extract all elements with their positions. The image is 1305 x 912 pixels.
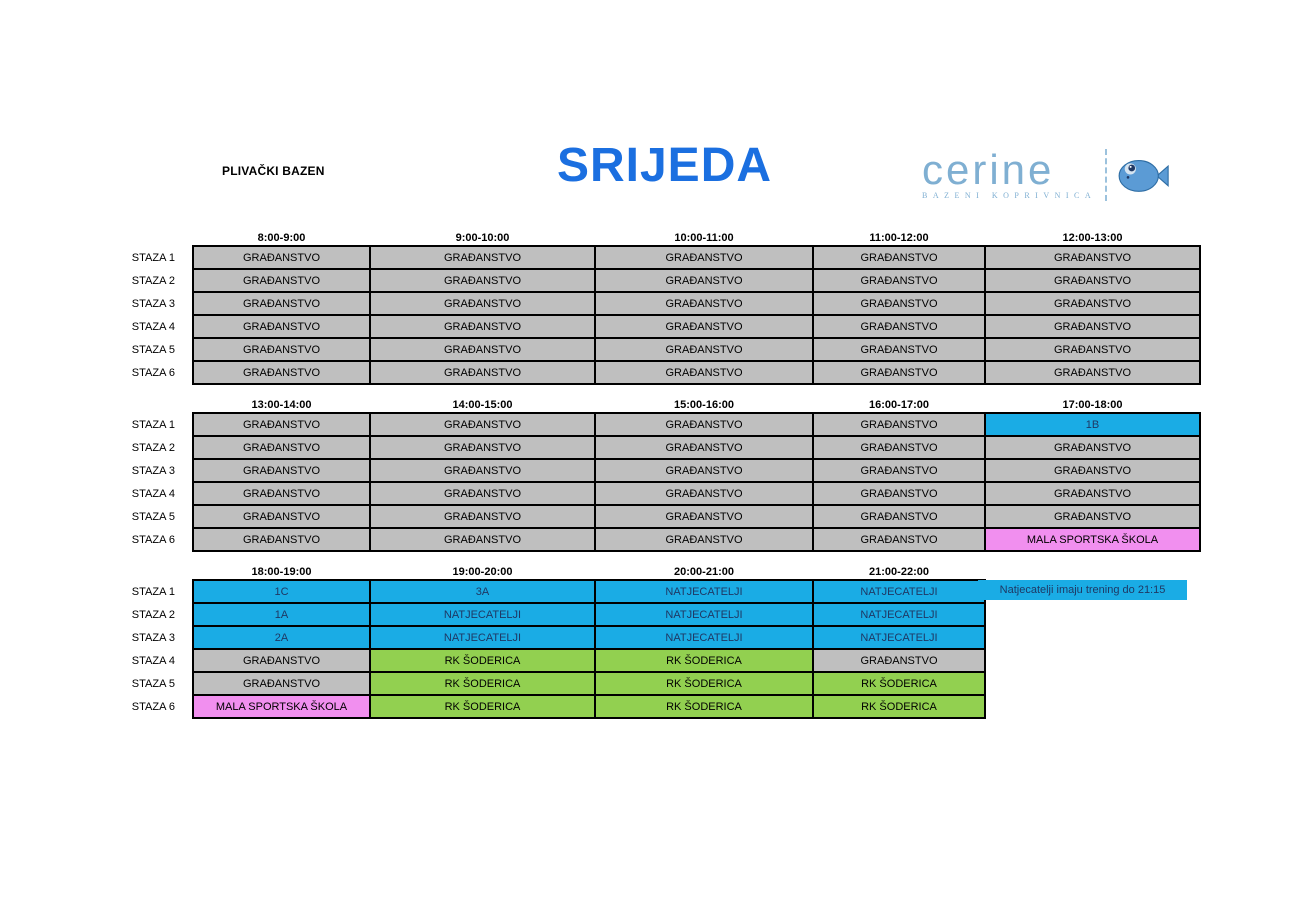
schedule-cell: NATJECATELJI (595, 603, 813, 626)
schedule-cell: GRAĐANSTVO (370, 269, 595, 292)
time-header-cell: 9:00-10:00 (455, 232, 510, 244)
lane-row (120, 292, 1200, 315)
schedule-cell: GRAĐANSTVO (193, 505, 370, 528)
schedule-cell: GRAĐANSTVO (370, 413, 595, 436)
time-header-row (120, 395, 1200, 413)
schedule-block (120, 395, 1201, 552)
lane-label: STAZA 6 (131, 700, 175, 713)
time-header-cell: 19:00-20:00 (452, 566, 513, 578)
schedule-cell: 2A (193, 626, 370, 649)
schedule-cell: GRAĐANSTVO (595, 315, 813, 338)
schedule-cell: MALA SPORTSKA ŠKOLA (193, 695, 370, 718)
schedule-cell: GRAĐANSTVO (193, 315, 370, 338)
schedule-cell: GRAĐANSTVO (595, 505, 813, 528)
fish-icon (1114, 151, 1170, 199)
schedule-cell: NATJECATELJI (595, 580, 813, 603)
brand-name: cerine (922, 145, 1055, 193)
lane-label: STAZA 6 (131, 533, 175, 546)
schedule-cell: GRAĐANSTVO (370, 315, 595, 338)
lane-row (120, 361, 1200, 384)
schedule-cell: GRAĐANSTVO (595, 413, 813, 436)
schedule-cell: GRAĐANSTVO (813, 269, 985, 292)
lane-row (120, 482, 1200, 505)
lane-label: STAZA 1 (131, 418, 175, 431)
brand-logo (922, 142, 1182, 208)
schedule-cell: NATJECATELJI (595, 626, 813, 649)
schedule-cell: GRAĐANSTVO (595, 269, 813, 292)
schedule-cell: GRAĐANSTVO (595, 246, 813, 269)
schedule-cell: GRAĐANSTVO (370, 246, 595, 269)
schedule-cell: GRAĐANSTVO (370, 482, 595, 505)
note-box: Natjecatelji imaju trening do 21:15 (978, 580, 1187, 600)
schedule-cell: GRAĐANSTVO (370, 505, 595, 528)
schedule-cell: GRAĐANSTVO (985, 269, 1200, 292)
lane-row (120, 672, 985, 695)
schedule-table (120, 228, 1201, 385)
schedule-cell: GRAĐANSTVO (595, 292, 813, 315)
schedule-cell: GRAĐANSTVO (370, 436, 595, 459)
schedule-cell: RK ŠODERICA (813, 672, 985, 695)
lane-label: STAZA 4 (131, 487, 175, 500)
schedule-cell: GRAĐANSTVO (813, 246, 985, 269)
schedule-cell: GRAĐANSTVO (595, 361, 813, 384)
schedule-cell: 1C (193, 580, 370, 603)
page-subtitle: PLIVAČKI BAZEN (222, 164, 325, 178)
schedule-cell: 3A (370, 580, 595, 603)
schedule-cell: GRAĐANSTVO (813, 315, 985, 338)
schedule-cell: GRAĐANSTVO (813, 361, 985, 384)
lane-label: STAZA 3 (131, 464, 175, 477)
schedule-cell: GRAĐANSTVO (193, 292, 370, 315)
schedule-cell: NATJECATELJI (813, 580, 985, 603)
schedule-cell: GRAĐANSTVO (370, 338, 595, 361)
brand-text-group (922, 145, 1097, 200)
schedule-cell: GRAĐANSTVO (595, 436, 813, 459)
lane-row (120, 459, 1200, 482)
schedule-block (120, 562, 1201, 719)
time-header-row (120, 562, 985, 580)
lane-label: STAZA 5 (131, 677, 175, 690)
schedule-table (120, 562, 986, 719)
schedule-cell: GRAĐANSTVO (985, 361, 1200, 384)
schedule-blocks (120, 228, 1201, 729)
schedule-cell: GRAĐANSTVO (193, 269, 370, 292)
schedule-cell: GRAĐANSTVO (595, 528, 813, 551)
schedule-cell: GRAĐANSTVO (985, 246, 1200, 269)
schedule-cell: GRAĐANSTVO (813, 482, 985, 505)
schedule-cell: GRAĐANSTVO (813, 505, 985, 528)
lane-label: STAZA 2 (131, 608, 175, 621)
schedule-cell: NATJECATELJI (370, 626, 595, 649)
schedule-cell: GRAĐANSTVO (595, 338, 813, 361)
schedule-cell: RK ŠODERICA (813, 695, 985, 718)
time-header-cell: 14:00-15:00 (452, 399, 513, 411)
schedule-cell: GRAĐANSTVO (595, 459, 813, 482)
schedule-cell: GRAĐANSTVO (985, 292, 1200, 315)
schedule-cell: GRAĐANSTVO (193, 246, 370, 269)
schedule-cell: GRAĐANSTVO (370, 528, 595, 551)
time-header-cell: 21:00-22:00 (869, 566, 929, 578)
schedule-table (120, 395, 1201, 552)
schedule-cell: RK ŠODERICA (370, 649, 595, 672)
schedule-cell: GRAĐANSTVO (985, 459, 1200, 482)
time-header-cell: 13:00-14:00 (251, 399, 312, 411)
schedule-cell: GRAĐANSTVO (193, 649, 370, 672)
schedule-cell: GRAĐANSTVO (813, 413, 985, 436)
lane-label: STAZA 5 (131, 343, 175, 356)
schedule-block (120, 228, 1201, 385)
schedule-cell: GRAĐANSTVO (193, 361, 370, 384)
schedule-cell: GRAĐANSTVO (595, 482, 813, 505)
schedule-cell: GRAĐANSTVO (985, 482, 1200, 505)
schedule-cell: NATJECATELJI (813, 626, 985, 649)
schedule-cell: GRAĐANSTVO (985, 338, 1200, 361)
lane-label: STAZA 4 (131, 654, 175, 667)
brand-tagline: BAZENI KOPRIVNICA (922, 190, 1097, 200)
schedule-cell: MALA SPORTSKA ŠKOLA (985, 528, 1200, 551)
time-header-cell: 11:00-12:00 (869, 232, 929, 244)
schedule-cell: GRAĐANSTVO (193, 528, 370, 551)
lane-row (120, 246, 1200, 269)
schedule-cell: GRAĐANSTVO (370, 292, 595, 315)
time-header-cell: 12:00-13:00 (1062, 232, 1123, 244)
schedule-cell: GRAĐANSTVO (370, 459, 595, 482)
time-header-cell: 15:00-16:00 (674, 399, 734, 411)
schedule-cell: 1A (193, 603, 370, 626)
lane-label: STAZA 5 (131, 510, 175, 523)
schedule-cell: GRAĐANSTVO (193, 436, 370, 459)
time-header-cell: 20:00-21:00 (674, 566, 734, 578)
time-header-cell: 16:00-17:00 (869, 399, 929, 411)
page-title: SRIJEDA (556, 139, 773, 192)
lane-label: STAZA 3 (131, 631, 175, 644)
schedule-cell: GRAĐANSTVO (193, 459, 370, 482)
lane-label: STAZA 6 (131, 366, 175, 379)
lane-row (120, 626, 985, 649)
schedule-cell: GRAĐANSTVO (985, 315, 1200, 338)
schedule-cell: GRAĐANSTVO (985, 436, 1200, 459)
schedule-cell: GRAĐANSTVO (813, 338, 985, 361)
lane-row (120, 505, 1200, 528)
lane-row (120, 603, 985, 626)
lane-label: STAZA 2 (131, 441, 175, 454)
schedule-cell: RK ŠODERICA (370, 672, 595, 695)
lane-label: STAZA 2 (131, 274, 175, 287)
schedule-cell: GRAĐANSTVO (985, 505, 1200, 528)
lane-label: STAZA 3 (131, 297, 175, 310)
lane-row (120, 338, 1200, 361)
schedule-cell: RK ŠODERICA (595, 695, 813, 718)
lane-label: STAZA 1 (131, 585, 175, 598)
lane-row (120, 528, 1200, 551)
schedule-cell: GRAĐANSTVO (813, 292, 985, 315)
schedule-cell: GRAĐANSTVO (193, 672, 370, 695)
lane-row (120, 649, 985, 672)
schedule-cell: NATJECATELJI (370, 603, 595, 626)
time-header-cell: 10:00-11:00 (674, 232, 734, 244)
time-header-cell: 18:00-19:00 (251, 566, 312, 578)
schedule-cell: GRAĐANSTVO (813, 649, 985, 672)
lane-label: STAZA 4 (131, 320, 175, 333)
schedule-cell: GRAĐANSTVO (193, 482, 370, 505)
schedule-cell: RK ŠODERICA (595, 672, 813, 695)
schedule-cell: GRAĐANSTVO (193, 413, 370, 436)
schedule-cell: GRAĐANSTVO (813, 436, 985, 459)
lane-row (120, 580, 985, 603)
lane-row (120, 436, 1200, 459)
schedule-cell: GRAĐANSTVO (813, 459, 985, 482)
schedule-cell: RK ŠODERICA (595, 649, 813, 672)
schedule-cell: RK ŠODERICA (370, 695, 595, 718)
schedule-cell: GRAĐANSTVO (813, 528, 985, 551)
schedule-cell: GRAĐANSTVO (193, 338, 370, 361)
logo-divider (1105, 149, 1107, 201)
lane-row (120, 413, 1200, 436)
schedule-cell: 1B (985, 413, 1200, 436)
time-header-cell: 17:00-18:00 (1062, 399, 1123, 411)
schedule-cell: NATJECATELJI (813, 603, 985, 626)
lane-row (120, 315, 1200, 338)
lane-row (120, 695, 985, 718)
lane-label: STAZA 1 (131, 251, 175, 264)
time-header-row (120, 228, 1200, 246)
time-header-cell: 8:00-9:00 (257, 232, 306, 244)
lane-row (120, 269, 1200, 292)
schedule-cell: GRAĐANSTVO (370, 361, 595, 384)
